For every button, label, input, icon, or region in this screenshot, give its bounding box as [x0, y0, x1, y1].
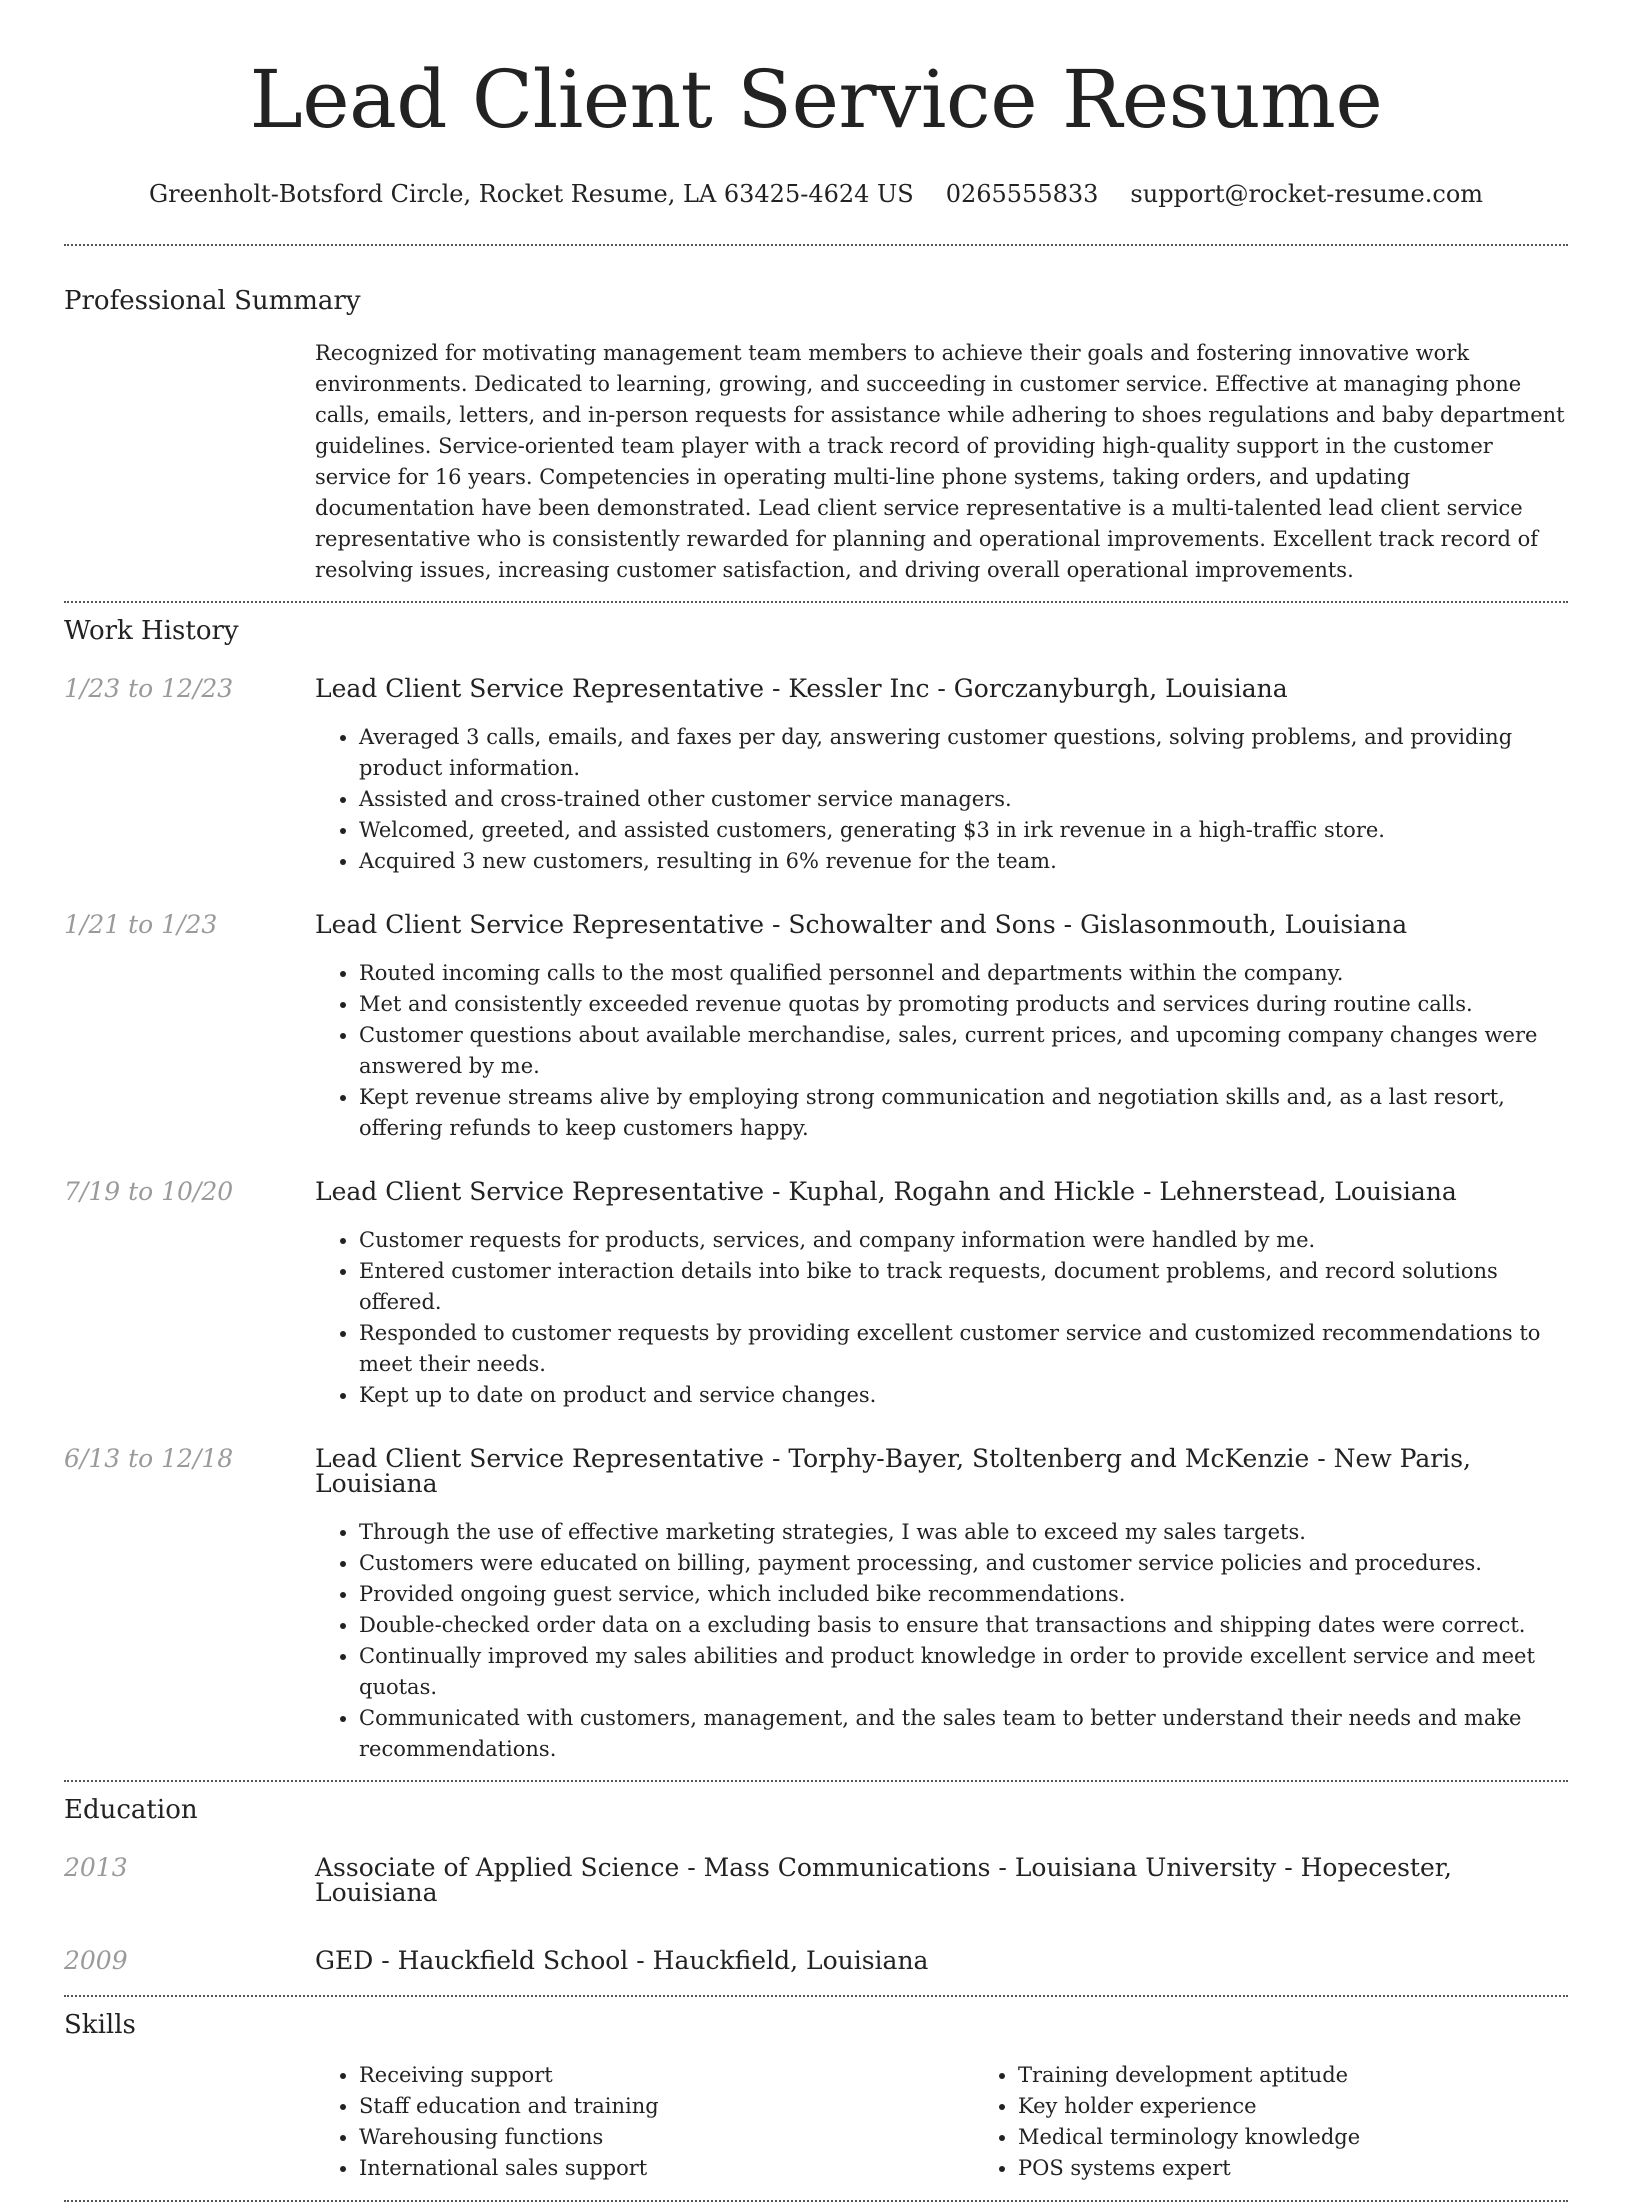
- list-item: • Entered customer interaction details into bike to track requests, document problems, and record solutions offered.: [359, 1256, 1568, 1318]
- skill-item: • Warehousing functions: [359, 2122, 974, 2153]
- skill-item: • Training development aptitude: [1018, 2060, 1632, 2091]
- section-divider: [64, 1995, 1568, 1997]
- skills-list-left: [315, 2060, 974, 2184]
- education-heading: Education: [64, 1795, 198, 1825]
- section-divider: [64, 1780, 1568, 1782]
- contact-email: support@rocket-resume.com: [1130, 180, 1484, 208]
- list-item: • Customer requests for products, services, and company information were handled by me.: [359, 1225, 1568, 1256]
- skills-grid: [315, 2060, 1632, 2184]
- skills-section: [64, 2060, 1568, 2184]
- skill-item: • Receiving support: [359, 2060, 974, 2091]
- skills-list-right: [974, 2060, 1632, 2184]
- education-year: 2013: [64, 1853, 128, 1882]
- job-entry: [64, 1179, 1568, 1411]
- skills-heading: Skills: [64, 2010, 136, 2040]
- skill-item: • Key holder experience: [1018, 2091, 1632, 2122]
- list-item: • Kept up to date on product and service changes.: [359, 1380, 1568, 1411]
- job-dates: 1/23 to 12/23: [64, 674, 234, 703]
- skill-item: • International sales support: [359, 2153, 974, 2184]
- list-item: • Routed incoming calls to the most qualified personnel and departments within the company.: [359, 958, 1568, 989]
- skill-item: • POS systems expert: [1018, 2153, 1632, 2184]
- work-heading: Work History: [64, 616, 239, 646]
- section-divider: [64, 601, 1568, 603]
- summary-heading: Professional Summary: [64, 286, 361, 316]
- list-item: • Acquired 3 new customers, resulting in 6% revenue for the team.: [359, 846, 1568, 877]
- job-dates: 7/19 to 10/20: [64, 1177, 234, 1206]
- list-item: • Provided ongoing guest service, which included bike recommendations.: [359, 1579, 1568, 1610]
- job-bullets: [315, 1517, 1568, 1765]
- list-item: • Customer questions about available merchandise, sales, current prices, and upcoming company changes were answered by me.: [359, 1020, 1568, 1082]
- job-entry: [64, 1446, 1568, 1765]
- job-bullets: [315, 1225, 1568, 1411]
- list-item: • Continually improved my sales abilities and product knowledge in order to provide excellent service and meet quotas.: [359, 1641, 1568, 1703]
- job-entry: [64, 676, 1568, 877]
- education-entry: [64, 1855, 1568, 1905]
- list-item: • Kept revenue streams alive by employing strong communication and negotiation skills and, as a last resort, offering refunds to keep customers happy.: [359, 1082, 1568, 1144]
- list-item: • Welcomed, greeted, and assisted customers, generating $3 in irk revenue in a high-traffic store.: [359, 815, 1568, 846]
- job-dates: 6/13 to 12/18: [64, 1444, 234, 1473]
- list-item: • Responded to customer requests by providing excellent customer service and customized recommendations to meet their needs.: [359, 1318, 1568, 1380]
- job-bullets: [315, 958, 1568, 1144]
- summary-section: [64, 338, 1568, 586]
- summary-text: Recognized for motivating management team members to achieve their goals and fostering innovative work environments. Dedicated to learning, growing, and succeeding in customer service. Effective at managing phone calls, emails, letters, and in-person requests for assistance while adhering to shoes regulations and baby department guidelines. Service-oriented team player with a track record of providing high-quality support in the customer service for 16 years. Competencies in operating multi-line phone systems, taking orders, and updating documentation have been demonstrated. Lead client service representative is a multi-talented lead client service representative who is consistently rewarded for planning and operational improvements. Excellent track record of resolving issues, increasing customer satisfaction, and driving overall operational improvements.: [315, 341, 1565, 582]
- job-dates: 1/21 to 1/23: [64, 910, 218, 939]
- list-item: • Double-checked order data on a excluding basis to ensure that transactions and shipping dates were correct.: [359, 1610, 1568, 1641]
- list-item: • Met and consistently exceeded revenue quotas by promoting products and services during routine calls.: [359, 989, 1568, 1020]
- education-entry: [64, 1948, 1568, 1973]
- list-item: • Customers were educated on billing, payment processing, and customer service policies and procedures.: [359, 1548, 1568, 1579]
- list-item: • Communicated with customers, management, and the sales team to better understand their needs and make recommendations.: [359, 1703, 1568, 1765]
- job-title: Lead Client Service Representative - Torphy-Bayer, Stoltenberg and McKenzie - New Paris, Louisiana: [315, 1444, 1472, 1498]
- job-bullets: [315, 722, 1568, 877]
- list-item: • Through the use of effective marketing strategies, I was able to exceed my sales targets.: [359, 1517, 1568, 1548]
- skill-item: • Staff education and training: [359, 2091, 974, 2122]
- list-item: • Assisted and cross-trained other customer service managers.: [359, 784, 1568, 815]
- contact-phone: 0265555833: [945, 180, 1099, 208]
- contact-address: Greenholt-Botsford Circle, Rocket Resume, LA 63425-4624 US: [148, 180, 914, 208]
- education-text: GED - Hauckfield School - Hauckfield, Louisiana: [315, 1946, 929, 1975]
- section-divider: [64, 244, 1568, 246]
- skill-item: • Medical terminology knowledge: [1018, 2122, 1632, 2153]
- resume-title: Lead Client Service Resume: [249, 53, 1383, 146]
- list-item: • Averaged 3 calls, emails, and faxes per day, answering customer questions, solving problems, and providing product information.: [359, 722, 1568, 784]
- contact-line: [64, 180, 1568, 208]
- resume-page: [64, 0, 1568, 2202]
- job-title: Lead Client Service Representative - Kuphal, Rogahn and Hickle - Lehnerstead, Louisiana: [315, 1177, 1457, 1206]
- job-entry: [64, 912, 1568, 1144]
- job-title: Lead Client Service Representative - Schowalter and Sons - Gislasonmouth, Louisiana: [315, 910, 1408, 939]
- education-year: 2009: [64, 1946, 128, 1975]
- job-title: Lead Client Service Representative - Kessler Inc - Gorczanyburgh, Louisiana: [315, 674, 1288, 703]
- education-text: Associate of Applied Science - Mass Communications - Louisiana University - Hopecester, Louisiana: [315, 1853, 1452, 1907]
